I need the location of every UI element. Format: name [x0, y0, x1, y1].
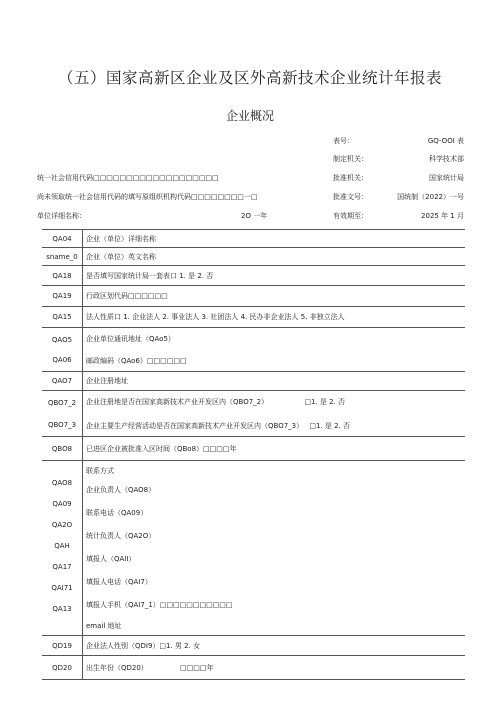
field-code: QAO7	[42, 372, 83, 391]
field-label[interactable]: 统计负责人（QA2O）	[86, 532, 156, 540]
field-code: QD19	[42, 636, 83, 656]
field-label[interactable]: 企业（单位）详细名称	[83, 230, 466, 248]
report-title: （五）国家高新区企业及区外高新技术企业统计年报表	[57, 69, 442, 87]
field-code: QA13	[52, 605, 72, 613]
field-code: QBO7_3	[47, 420, 77, 429]
table-row	[42, 656, 465, 680]
field-code: QA2O	[51, 521, 73, 529]
field-question: 企业主要生产经营活动是否在国家高新技术产业开发区内（QBO7_3）	[86, 421, 304, 430]
table-row	[42, 248, 465, 266]
field-label[interactable]: 企业（单位）英文名称	[83, 248, 466, 266]
field-code-pair	[42, 328, 83, 372]
field-code: QA17	[52, 563, 72, 571]
field-label[interactable]: 企业负责人（QAO8）	[86, 486, 156, 494]
field-code: sname_0	[42, 248, 83, 266]
field-label[interactable]: 企业单位通讯地址（QAo5）	[86, 334, 175, 343]
field-options[interactable]: □□□□年	[180, 663, 214, 672]
field-label[interactable]: 企业注册地址	[83, 372, 466, 391]
form-number-label: 表号：	[333, 137, 354, 145]
section-title: 企业概况	[225, 109, 274, 123]
field-code: QAO5	[51, 335, 73, 344]
field-code: QA15	[42, 307, 83, 328]
table-row	[42, 266, 465, 286]
field-code: QA09	[52, 500, 72, 508]
contact-fields	[83, 461, 466, 636]
table-row	[42, 286, 465, 307]
field-options[interactable]: □1. 是 2. 否	[304, 397, 345, 406]
field-code: QBO7_2	[47, 398, 77, 407]
field-code-pair	[42, 391, 83, 437]
field-code: QA18	[42, 266, 83, 286]
field-code: QAH	[54, 542, 70, 550]
field-label[interactable]: 邮政编码（QAo6）□□□□□□	[86, 356, 187, 365]
field-label[interactable]: email 地址	[86, 622, 122, 630]
field-code: QAI71	[51, 584, 73, 592]
table-row	[42, 391, 465, 437]
field-label[interactable]: 已进区企业被批准入区时间（QBo8）□□□□年	[83, 437, 466, 461]
table-row	[42, 307, 465, 328]
field-code: QA06	[52, 355, 72, 364]
field-label[interactable]	[86, 397, 462, 421]
field-label[interactable]	[86, 421, 462, 431]
contact-heading: 联系方式	[86, 467, 114, 475]
table-row	[42, 328, 465, 372]
field-label[interactable]: 填报人电话（QAI7）	[86, 578, 152, 586]
field-question: 出生年份（QD20）	[86, 663, 148, 672]
approval-number-label: 批准文号：	[333, 193, 368, 201]
field-code: QD20	[42, 656, 83, 680]
table-row	[42, 230, 465, 248]
table-row	[42, 636, 465, 656]
field-label[interactable]: 联系电话（QA09）	[86, 509, 148, 517]
field-question: 企业注册地是否在国家高新技术产业开发区内（QBO7_2）	[86, 397, 269, 406]
valid-until-label: 有效期至：	[333, 212, 368, 220]
unit-name-label: 单位详细名称：	[37, 212, 86, 220]
approving-authority-value: 国家统计局	[429, 174, 464, 182]
approving-authority-label: 批准机关：	[333, 174, 368, 182]
issuing-authority-label: 制定机关：	[333, 155, 368, 163]
field-label-pair	[83, 391, 466, 437]
field-label[interactable]: 企业法人性别（QDI9）□1. 男 2. 女	[83, 636, 466, 656]
org-code-field: 尚未领取统一社会信用代码的填写原组织机构代码□□□□□□□□一□	[37, 193, 258, 201]
survey-form-table	[42, 229, 465, 680]
field-code: QBO8	[42, 437, 83, 461]
field-code: QA04	[42, 230, 83, 248]
form-number-value: GQ-OOI 表	[427, 137, 464, 145]
report-year: 2O 一年	[241, 212, 268, 220]
field-label[interactable]: 填报人手机（QAI7_1）□□□□□□□□□□□	[86, 601, 233, 609]
field-code: QAO8	[51, 479, 73, 487]
contact-section	[42, 461, 465, 636]
approval-number-value: 国统制（2022）一号	[397, 193, 464, 201]
credit-code-field: 统一社会信用代码□□□□□□□□□□□□□□□□□□□	[37, 174, 219, 182]
field-label[interactable]: 行政区划代码□□□□□□	[83, 286, 466, 307]
field-label[interactable]: 是否填写国家统计局一套表口 1. 是 2. 否	[83, 266, 466, 286]
valid-until-value: 2025 年 1 月	[421, 212, 464, 220]
field-options[interactable]: □1. 是 2. 否	[309, 421, 350, 430]
field-label[interactable]: 填报人（QAII）	[86, 555, 136, 563]
field-label-pair	[83, 328, 466, 372]
table-row	[42, 437, 465, 461]
field-code: QA19	[42, 286, 83, 307]
issuing-authority-value: 科学技术部	[429, 155, 464, 163]
contact-codes	[42, 461, 83, 636]
field-label[interactable]	[83, 656, 466, 680]
table-row	[42, 372, 465, 391]
field-label[interactable]: 法人性质口 1. 企业法人 2. 事业法人 3. 社团法人 4. 民办非企业法人 5. 非独立法人	[83, 307, 466, 328]
